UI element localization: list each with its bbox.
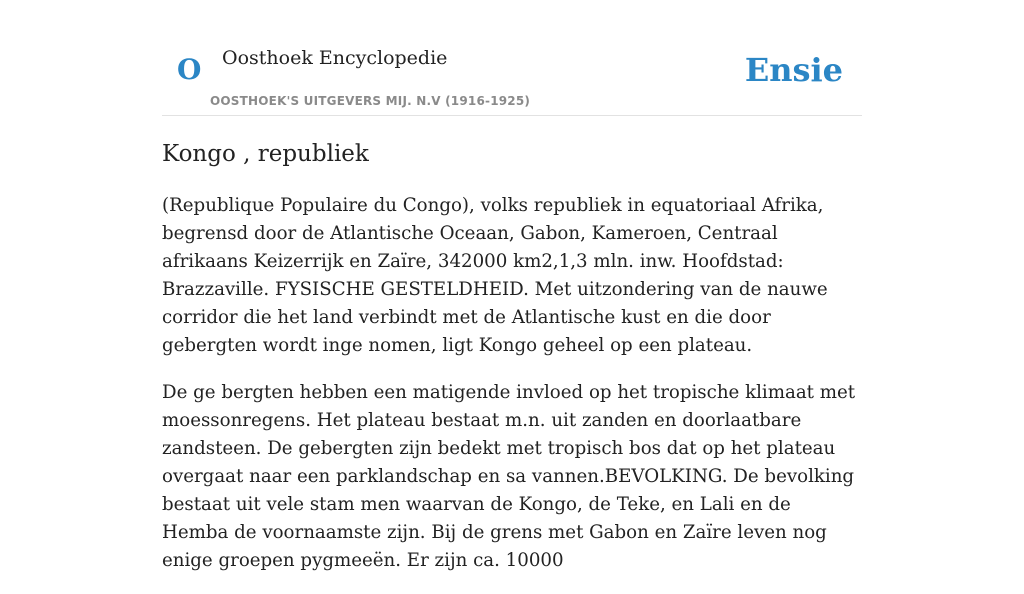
entry-title: Kongo , republiek — [162, 141, 369, 167]
entry-body — [162, 192, 862, 594]
book-logo[interactable]: O — [177, 53, 202, 86]
ensie-brand-link[interactable]: Ensie — [744, 51, 843, 89]
publisher-label: OOSTHOEK'S UITGEVERS MIJ. N.V (1916-1925) — [210, 94, 531, 108]
book-title[interactable]: Oosthoek Encyclopedie — [222, 47, 448, 69]
entry-paragraph: (Republique Populaire du Congo), volks republiek in equatoriaal Afrika, begrensd door de Atlantische Oceaan, Gabon, Kameroen, Centraal afrikaans Keizerrijk en Zaïre, 342000 km2,1,3 mln. inw. Hoofdstad: Brazzaville. FYSISCHE GESTELDHEID. Met uitzondering van de nauwe corridor die het land verbindt met de Atlantische kust en die door gebergten wordt inge nomen, ligt Kongo geheel op een plateau. — [162, 195, 828, 356]
page-container — [162, 0, 862, 571]
entry-paragraph: De ge bergten hebben een matigende invloed op het tropische klimaat met moessonregens. Het plateau bestaat m.n. uit zanden en doorlaatbare zandsteen. De gebergten zijn bedekt met tropisch bos dat op het plateau overgaat naar een parklandschap en sa vannen.BEVOLKING. De bevolking bestaat uit vele stam men waarvan de Kongo, de Teke, en Lali en de Hemba de voornaamste zijn. Bij de grens met Gabon en Zaïre leven nog enige groepen pygmeeën. Er zijn ca. 10000 — [162, 382, 856, 571]
header — [162, 0, 862, 116]
